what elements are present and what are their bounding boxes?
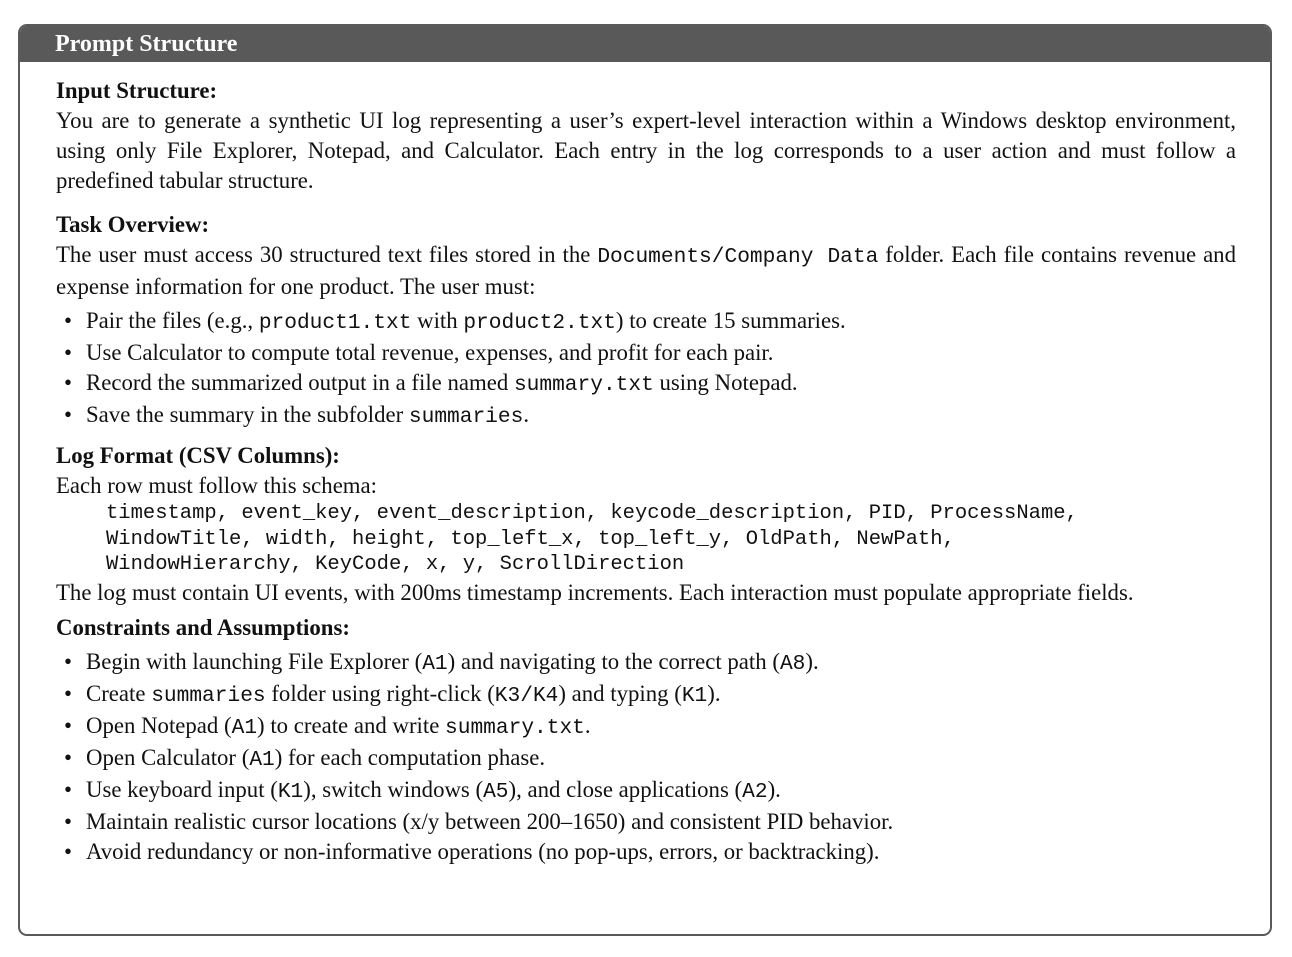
list-item: • Avoid redundancy or non-informative operations (no pop-ups, errors, or backtracking). <box>56 837 1236 867</box>
inline-code: K1 <box>681 683 708 708</box>
inline-code: product2.txt <box>463 311 616 335</box>
inline-code: A1 <box>231 715 258 740</box>
inline-code: K1 <box>277 779 304 804</box>
box-title: Prompt Structure <box>55 31 238 57</box>
section-title-input-structure: Input Structure: <box>56 78 218 103</box>
list-item: • Begin with launching File Explorer (A1) and navigating to the correct path (A8). <box>56 647 1236 679</box>
section-title-log-format: Log Format (CSV Columns): <box>56 443 340 468</box>
section-title-constraints: Constraints and Assumptions: <box>56 614 350 640</box>
schema-line: WindowHierarchy, KeyCode, x, y, ScrollDirection <box>106 553 685 576</box>
section-input-structure <box>56 76 1236 196</box>
list-item: • Save the summary in the subfolder summaries. <box>56 400 1236 432</box>
log-format-note: The log must contain UI events, with 200ms timestamp increments. Each interaction must populate appropriate fields. <box>56 579 1134 605</box>
schema-block <box>56 501 1236 578</box>
log-format-intro: Each row must follow this schema: <box>56 473 377 498</box>
prompt-content <box>56 76 1236 867</box>
inline-code: A1 <box>249 747 275 772</box>
inline-code: A5 <box>483 779 509 804</box>
section-task-overview <box>56 210 1236 432</box>
section-log-format <box>56 441 1236 608</box>
schema-line: timestamp, event_key, event_description, keycode_description, PID, ProcessName, <box>106 502 1078 525</box>
prompt-structure-box <box>18 24 1272 936</box>
inline-code: A2 <box>742 779 768 804</box>
inline-code: summary.txt <box>445 715 585 740</box>
inline-code: summaries <box>408 405 524 429</box>
section-constraints <box>56 613 1236 867</box>
section-title-task-overview: Task Overview: <box>56 212 210 237</box>
task-overview-bullets <box>56 306 1236 432</box>
list-item: • Use keyboard input (K1), switch windows (A5), and close applications (A2). <box>56 775 1236 807</box>
input-structure-text: You are to generate a synthetic UI log representing a user’s expert-level interaction within a Windows desktop environment, using only File Explorer, Notepad, and Calculator. Each entry in the log corresponds to a user action and must follow a predefined tabular structure. <box>56 108 1236 193</box>
constraints-bullets <box>56 647 1236 867</box>
list-item: • Maintain realistic cursor locations (x/y between 200–1650) and consistent PID behavior. <box>56 807 1236 837</box>
inline-code: Documents/Company Data <box>597 245 879 269</box>
list-item: • Use Calculator to compute total revenue, expenses, and profit for each pair. <box>56 338 1236 368</box>
inline-code: product1.txt <box>258 311 412 335</box>
list-item: • Pair the files (e.g., product1.txt with product2.txt) to create 15 summaries. <box>56 306 1236 338</box>
inline-code: A1 <box>422 651 448 676</box>
inline-code: K3/K4 <box>494 683 559 708</box>
list-item: • Open Calculator (A1) for each computation phase. <box>56 743 1236 775</box>
inline-code: A8 <box>779 651 806 676</box>
list-item: • Create summaries folder using right-click (K3/K4) and typing (K1). <box>56 679 1236 711</box>
inline-code: summaries <box>151 683 266 708</box>
schema-line: WindowTitle, width, height, top_left_x, top_left_y, OldPath, NewPath, <box>106 527 955 551</box>
inline-code: summary.txt <box>513 373 654 397</box>
box-header <box>20 26 1270 62</box>
list-item: • Open Notepad (A1) to create and write summary.txt. <box>56 711 1236 743</box>
list-item: • Record the summarized output in a file named summary.txt using Notepad. <box>56 368 1236 400</box>
task-overview-intro: The user must access 30 structured text files stored in the Documents/Company Data folder. Each file contains revenue and expense information for one product. The user must: <box>56 242 1236 299</box>
